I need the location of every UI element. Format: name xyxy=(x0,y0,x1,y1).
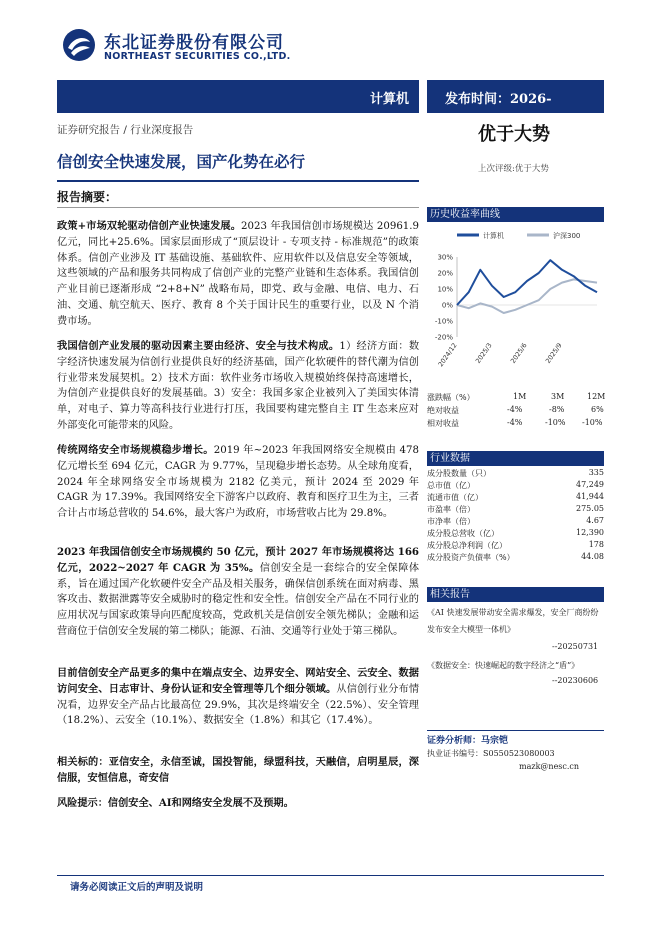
related-report-1-date: --20250731 xyxy=(552,642,599,651)
industry-row xyxy=(427,504,604,516)
perf-header-row xyxy=(427,392,604,404)
paragraph-lead: 目前信创安全产品更多的集中在端点安全、边界安全、网站安全、云安全、数据访问安全、日志审计、身份认证和安全管理等几个细分领域。 xyxy=(57,667,419,695)
title-divider xyxy=(57,180,419,182)
paragraph-lead: 我国信创产业发展的驱动因素主要由经济、安全与技术构成。 xyxy=(57,340,340,352)
perf-row-label: 绝对收益 xyxy=(427,406,459,415)
perf-value-1m: -4% xyxy=(507,418,523,427)
perf-value-12m: -10% xyxy=(582,418,603,427)
industry-value: 178 xyxy=(588,540,604,549)
related-report-1[interactable]: 《AI 快速发展带动安全需求爆发，安全厂商纷纷发布安全大模型一体机》 xyxy=(427,608,599,634)
industry-value: 4.67 xyxy=(586,516,604,525)
perf-header-3m: 3M xyxy=(551,392,565,401)
industry-row xyxy=(427,528,604,540)
industry-label: 市净率（倍） xyxy=(427,517,475,526)
industry-value: 275.05 xyxy=(576,504,604,513)
sector-bar xyxy=(57,80,419,113)
return-chart xyxy=(427,222,604,382)
paragraph-body: 2023 年我国信创市场规模达 20961.9 亿元，同比+25.6%。国家层面形成了“顶层设计 - 专项支持 - 标准规范”的政策体系。信创产业涉及 IT 基础设施、基础软件、应用软件以及信息安全等领域，这些领域的产品和服务共同构成了信创产业的完整产业链和生态体系。我国信创产业目前已逐渐形成 “2+8+N” 战略布局，即党、政与金融、电信、电力、石油、交通、航空航天、医疗、教育 8 个关于国计民生的重要行业，以及 N 个消费市场。 xyxy=(57,221,419,327)
previous-rating: 上次评级:优于大势 xyxy=(478,164,549,174)
related-report-2[interactable]: 《数据安全：快速崛起的数字经济之“盾”》 xyxy=(427,661,580,670)
industry-label: 流通市值（亿） xyxy=(427,493,483,502)
paragraph-body: 1）经济方面：数字经济快速发展为信创行业提供良好的经济基础，国产化软硬件的替代潮为信创行业带来发展契机。2）技术方面：软件业务市场收入规模始终保持高速增长，为信创产业提供良好的发展基础。3）安全：我国多家企业被列入了美国实体清单，对电子、算力等高科技行业进行打压，我国要构建完整自主 IT 生态来应对外部变化可能带来的风险。 xyxy=(57,341,420,431)
perf-row-relative xyxy=(427,418,604,430)
publish-bar xyxy=(427,80,604,113)
related-stocks xyxy=(57,755,419,787)
y-tick-label: 30% xyxy=(437,253,453,262)
y-tick-label: 20% xyxy=(437,269,453,278)
perf-row-label: 相对收益 xyxy=(427,419,459,428)
related-report-2-date: --20230606 xyxy=(552,676,599,685)
industry-row xyxy=(427,552,604,564)
footer-divider xyxy=(57,875,604,876)
industry-value: 41,944 xyxy=(576,492,604,501)
industry-label: 总市值（亿） xyxy=(427,481,475,490)
x-tick-label: 2025/9 xyxy=(543,341,564,365)
related-stocks-text: 相关标的：亚信安全，永信至诚，国投智能，绿盟科技，天融信，启明星辰，深信服，安恒信息，奇安信 xyxy=(57,756,419,784)
industry-label: 成分股数量（只） xyxy=(427,469,491,478)
summary-paragraph-5 xyxy=(57,666,419,729)
chart-section-header: 历史收益率曲线 xyxy=(427,207,604,222)
series-line xyxy=(457,260,597,305)
industry-label: 成分股资产负债率（%） xyxy=(427,553,515,562)
summary-paragraph-3 xyxy=(57,443,419,522)
x-tick-label: 2024/12 xyxy=(436,341,459,369)
perf-row-absolute xyxy=(427,405,604,417)
summary-paragraph-4 xyxy=(57,545,419,640)
industry-value: 12,390 xyxy=(576,528,604,537)
company-name-en: NORTHEAST SECURITIES CO.,LTD. xyxy=(104,51,291,62)
perf-value-3m: -8% xyxy=(549,405,565,414)
y-tick-label: -20% xyxy=(434,333,453,342)
perf-header-1m: 1M xyxy=(513,392,527,401)
perf-value-3m: -10% xyxy=(545,418,566,427)
footer-disclaimer: 请务必阅读正文后的声明及说明 xyxy=(70,882,204,893)
risk-warning xyxy=(57,796,419,812)
industry-row xyxy=(427,516,604,528)
legend-label: 沪深300 xyxy=(553,232,581,240)
x-tick-label: 2025/3 xyxy=(473,341,494,365)
industry-value: 44.08 xyxy=(581,552,604,561)
paragraph-body: 信创安全是一套综合的安全保障体系，旨在通过国产化软硬件安全产品及相关服务，确保信创系统在面对病毒、黑客攻击、数据泄露等安全威胁时的稳定性和安全性。信创安全产品在不同行业的应用状况与国家政策导向匹配度较高，党政机关是信创安全领先梯队；金融和运营商位于信创安全发展的第二梯队；能源、石油、交通等行业处于第三梯队。 xyxy=(57,562,420,637)
risk-warning-text: 风险提示：信创安全、AI和网络安全发展不及预期。 xyxy=(57,797,294,809)
company-logo xyxy=(62,28,96,62)
publish-date: 发布时间：2026- xyxy=(445,92,552,107)
summary-paragraph-2 xyxy=(57,339,419,434)
rating: 优于大势 xyxy=(478,124,550,145)
legend-label: 计算机 xyxy=(483,232,504,240)
industry-label: 成分股总净利润（亿） xyxy=(427,541,507,550)
y-tick-label: 10% xyxy=(437,285,453,294)
y-tick-label: -10% xyxy=(434,317,453,326)
paragraph-body: 从信创行业分布情况看，边界安全产品占比最高位 29.9%，其次是终端安全（22.5%）、安全管理（18.2%）、云安全（10.1%）、数据安全（1.8%）和其它（17.4%）。 xyxy=(57,683,420,727)
industry-row xyxy=(427,492,604,504)
analyst-divider xyxy=(427,730,604,731)
paragraph-lead: 政策+市场双轮驱动信创产业快速发展。 xyxy=(57,220,242,232)
paragraph-body: 2019 年~2023 年我国网络安全规模由 478 亿元增长至 694 亿元，CAGR 为 9.77%，呈现稳步增长态势。从全球角度看，2024 年全球网络安全市场规模为 2182 亿美元，预计 2024 至 2029 年 CAGR 为 17.39%。我国网络安全下游客户以政府、教育和医疗卫生为主，三者合计占市场总营收的 54.6%，最大客户为政府，市场营收占比为 29.8%。 xyxy=(57,445,419,520)
summary-paragraph-1 xyxy=(57,219,419,330)
series-line xyxy=(457,279,597,313)
report-title: 信创安全快速发展，国产化势在必行 xyxy=(57,152,306,171)
x-tick-label: 2025/6 xyxy=(508,341,529,365)
company-name-cn: 东北证券股份有限公司 xyxy=(104,33,284,53)
y-tick-label: 0% xyxy=(441,301,453,310)
industry-value: 335 xyxy=(588,468,604,477)
analyst-name: 证券分析师：马宗铠 xyxy=(427,736,509,746)
sector-label: 计算机 xyxy=(369,92,409,107)
summary-divider xyxy=(57,207,419,208)
perf-header-label: 涨跌幅（%） xyxy=(427,393,475,402)
breadcrumb: 证券研究报告 / 行业深度报告 xyxy=(57,124,194,136)
industry-row xyxy=(427,468,604,480)
perf-header-12m: 12M xyxy=(587,392,606,401)
perf-value-12m: 6% xyxy=(591,405,604,414)
analyst-email[interactable]: mazk@nesc.cn xyxy=(519,762,580,771)
industry-row xyxy=(427,540,604,552)
industry-section-header: 行业数据 xyxy=(427,451,604,466)
related-section-header: 相关报告 xyxy=(427,587,604,602)
paragraph-lead: 传统网络安全市场规模稳步增长。 xyxy=(57,444,214,456)
summary-heading: 报告摘要： xyxy=(57,190,118,204)
industry-row xyxy=(427,480,604,492)
industry-value: 47,249 xyxy=(576,480,604,489)
industry-label: 成分股总营收（亿） xyxy=(427,529,499,538)
paragraph-lead: 2023 年我国信创安全市场规模约 50 亿元，预计 2027 年市场规模将达 166 亿元，2022~2027 年 CAGR 为 35%。 xyxy=(57,546,419,574)
industry-label: 市盈率（倍） xyxy=(427,505,475,514)
analyst-cert: 执业证书编号：S0550523080003 xyxy=(427,749,555,758)
perf-value-1m: -4% xyxy=(507,405,523,414)
